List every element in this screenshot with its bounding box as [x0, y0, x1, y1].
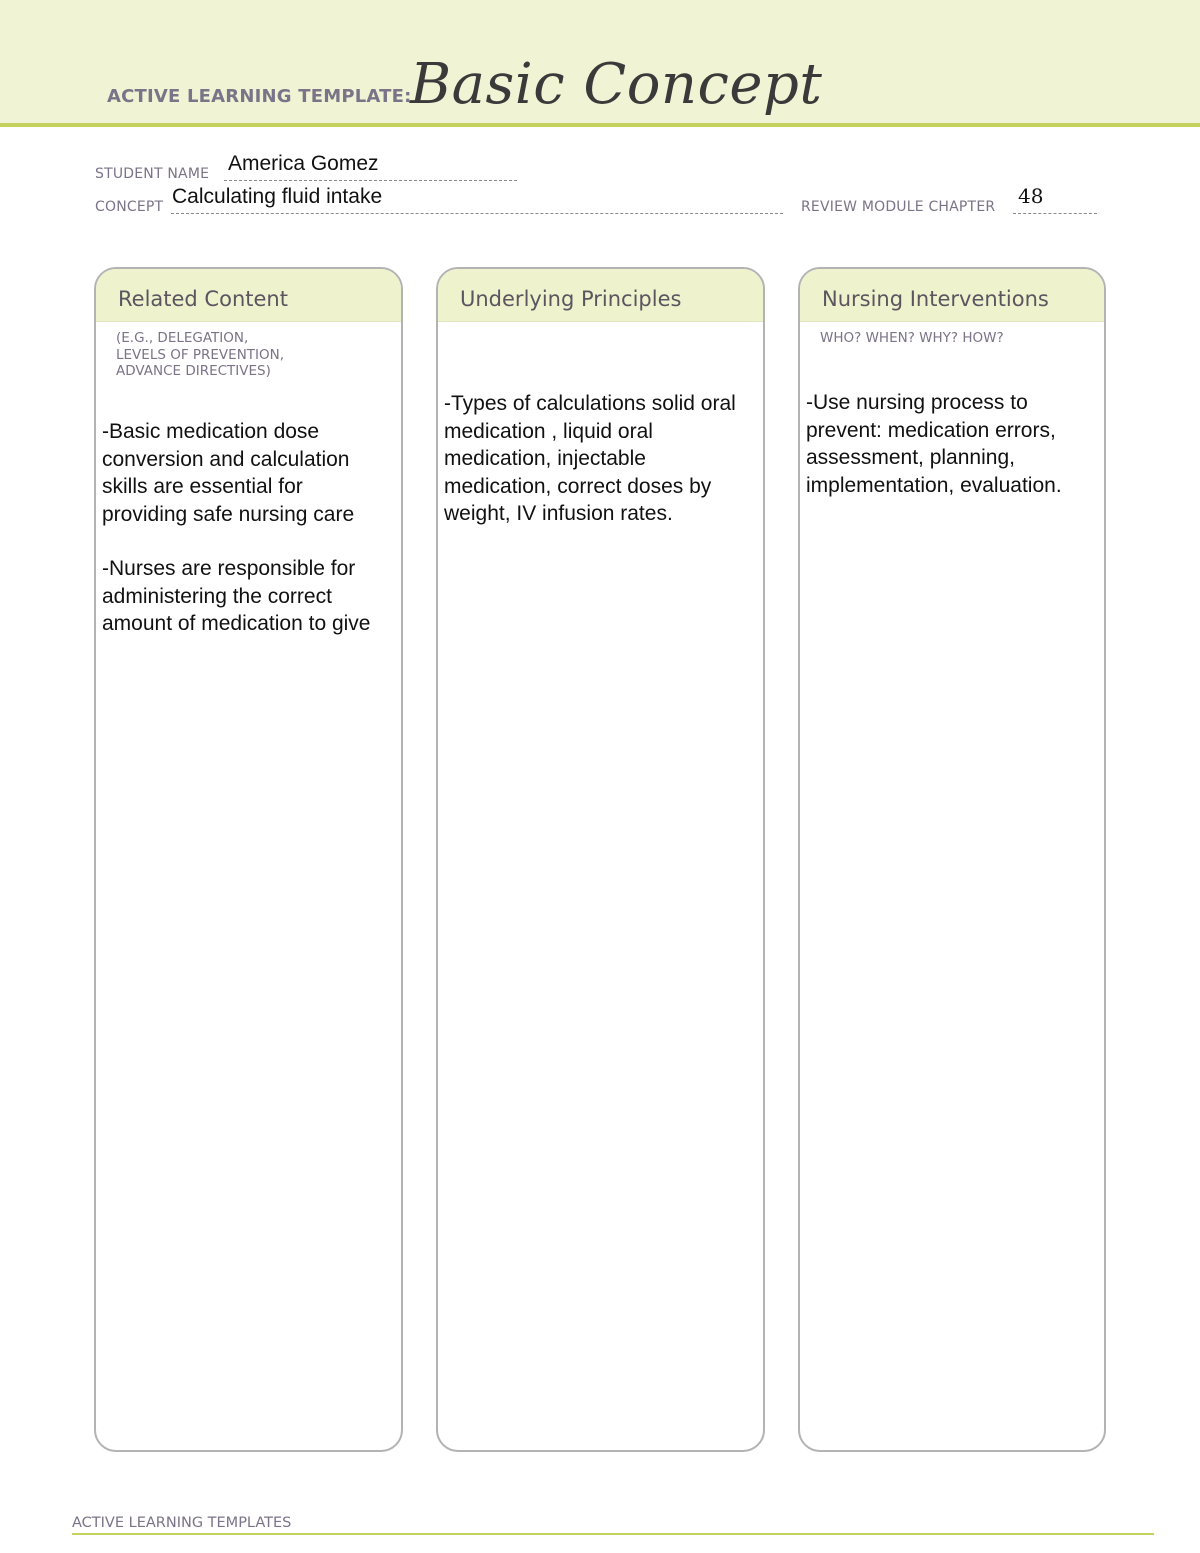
related-content-header: [96, 269, 401, 322]
underlying-principles-panel: [436, 267, 765, 1452]
student-name-line: [224, 180, 517, 181]
footer-divider: [72, 1533, 1154, 1535]
nursing-interventions-paragraph: -Use nursing process to prevent: medication errors, assessment, planning, implementation, evaluation.: [806, 391, 1062, 497]
chapter-line: [1013, 213, 1097, 214]
related-content-paragraph: -Nurses are responsible for administering the correct amount of medication to give: [102, 557, 371, 635]
related-content-paragraph: -Basic medication dose conversion and calculation skills are essential for providing safe nursing care: [102, 420, 355, 526]
underlying-principles-header: [438, 269, 763, 322]
underlying-principles-paragraph: -Types of calculations solid oral medication , liquid oral medication, injectable medication, correct doses by weight, IV infusion rates.: [444, 392, 736, 525]
footer-label: ACTIVE LEARNING TEMPLATES: [72, 1515, 292, 1531]
nursing-interventions-title: Nursing Interventions: [822, 287, 1049, 311]
student-name-label: STUDENT NAME: [95, 166, 210, 182]
template-label: ACTIVE LEARNING TEMPLATE:: [107, 86, 412, 107]
nursing-interventions-panel: [798, 267, 1106, 1452]
underlying-principles-body[interactable]: [444, 390, 755, 555]
related-content-body[interactable]: [102, 418, 393, 665]
nursing-interventions-hint: WHO? WHEN? WHY? HOW?: [820, 330, 1004, 346]
concept-field[interactable]: Calculating fluid intake: [172, 185, 383, 208]
related-content-title: Related Content: [118, 287, 288, 311]
chapter-field[interactable]: 48: [1018, 184, 1044, 208]
page-title: Basic Concept: [410, 52, 823, 117]
concept-line: [171, 213, 783, 214]
related-content-hint: (E.G., DELEGATION, LEVELS OF PREVENTION, ADVANCE DIRECTIVES): [116, 330, 285, 379]
related-content-panel: [94, 267, 403, 1452]
chapter-label: REVIEW MODULE CHAPTER: [801, 199, 996, 215]
nursing-interventions-header: [800, 269, 1104, 322]
underlying-principles-title: Underlying Principles: [460, 287, 682, 311]
student-name-field[interactable]: America Gomez: [228, 152, 379, 175]
nursing-interventions-body[interactable]: [806, 389, 1096, 526]
header-divider: [0, 123, 1200, 127]
concept-label: CONCEPT: [95, 199, 164, 215]
